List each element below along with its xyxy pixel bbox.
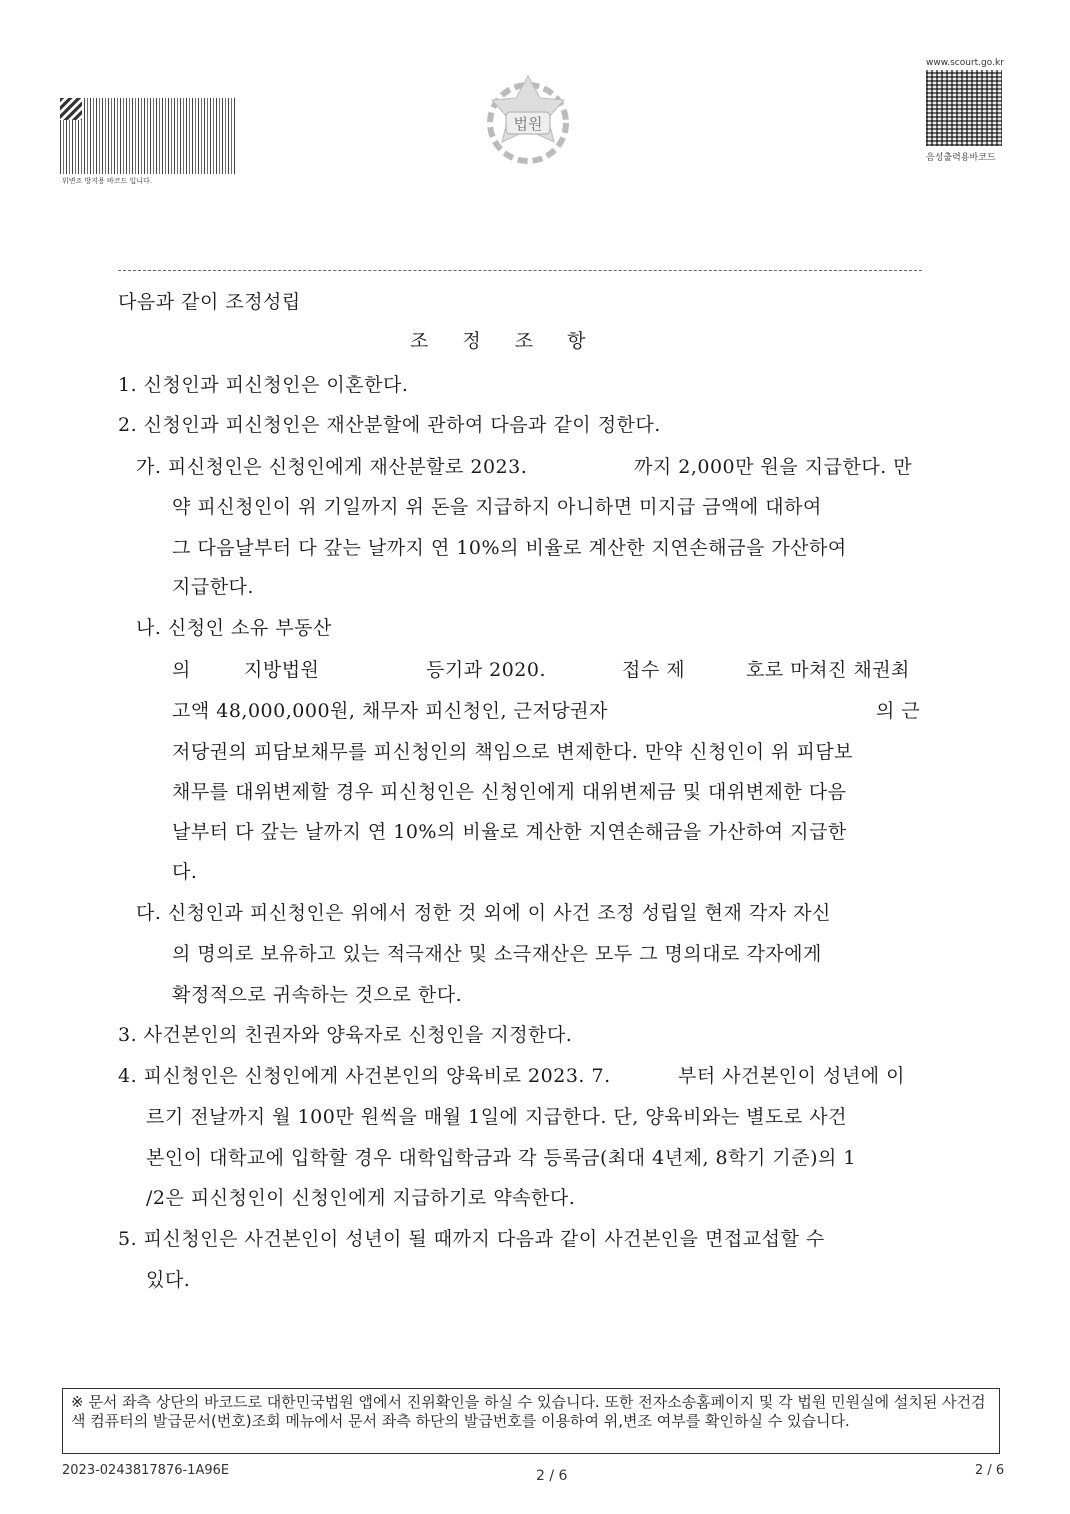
clause-4-line-4: /2은 피신청인이 신청인에게 지급하기로 약속한다. — [146, 1187, 576, 1209]
section-title: 조 정 조 항 — [410, 330, 600, 352]
clause-1: 1. 신청인과 피신청인은 이혼한다. — [118, 374, 409, 396]
clause-4-line-3: 본인이 대학교에 입학할 경우 대학입학금과 각 등록금(최대 4년제, 8학기 기준)의 1 — [146, 1147, 857, 1169]
intro-text: 다음과 같이 조정성립 — [118, 291, 301, 313]
voice-barcode-caption: 음성출력용바코드 — [926, 153, 996, 163]
court-seal-logo — [474, 68, 582, 178]
clause-2b-line-2a: 의 — [172, 659, 191, 681]
page-number-center: 2 / 6 — [536, 1468, 568, 1484]
clause-2b-line-2c: 등기과 2020. — [426, 659, 546, 681]
verification-notice: ※ 문서 좌측 상단의 바코드로 대한민국법원 앱에서 진위확인을 하실 수 있습니다. 또한 전자소송홈페이지 및 각 법원 민원실에 설치된 사건검색 컴퓨터의 발급문서(번호)조회 메뉴에서 문서 좌측 하단의 발급번호를 이용하여 위,변조 여부를 확인하실 수 있습니다. — [62, 1388, 1000, 1454]
header-divider — [118, 270, 922, 271]
clause-2a-line-2: 약 피신청인이 위 기일까지 위 돈을 지급하지 아니하면 미지급 금액에 대하여 — [172, 496, 822, 518]
court-website-url: www.scourt.go.kr — [926, 58, 1004, 68]
clause-2b-line-3b: 의 근 — [876, 700, 921, 722]
clause-2b-line-4: 저당권의 피담보채무를 피신청인의 책임으로 변제한다. 만약 신청인이 위 피담보 — [172, 741, 854, 763]
clause-2a-line-4: 지급한다. — [172, 576, 254, 598]
clause-2: 2. 신청인과 피신청인은 재산분할에 관하여 다음과 같이 정한다. — [118, 414, 661, 436]
clause-2b-line-7: 다. — [172, 861, 198, 883]
clause-2c-line-1: 다. 신청인과 피신청인은 위에서 정한 것 외에 이 사건 조정 성립일 현재 각자 자신 — [136, 902, 831, 924]
voice-output-barcode — [926, 70, 1002, 146]
clause-5-line-1: 5. 피신청인은 사건본인이 성년이 될 때까지 다음과 같이 사건본인을 면접교섭할 수 — [118, 1228, 825, 1250]
page-number-right: 2 / 6 — [975, 1463, 1005, 1478]
clause-2a-line-3: 그 다음날부터 다 갚는 날까지 연 10%의 비율로 계산한 지연손해금을 가산하여 — [172, 537, 847, 559]
barcode-caption: 위변조 방지용 바코드 입니다. — [62, 177, 153, 185]
clause-2b-line-2d: 접수 제 — [622, 659, 686, 681]
clause-2b-line-5: 채무를 대위변제할 경우 피신청인은 신청인에게 대위변제금 및 대위변제한 다음 — [172, 781, 847, 803]
clause-3: 3. 사건본인의 친권자와 양육자로 신청인을 지정한다. — [118, 1024, 573, 1046]
clause-2b-line-2e: 호로 마쳐진 채권최 — [746, 659, 910, 681]
clause-4-line-2: 르기 전날까지 월 100만 원씩을 매월 1일에 지급한다. 단, 양육비와는 별도로 사건 — [146, 1106, 847, 1128]
clause-2b-line-3a: 고액 48,000,000원, 채무자 피신청인, 근저당권자 — [172, 700, 608, 722]
clause-2a-line-1a: 가. 피신청인은 신청인에게 재산분할로 2023. — [136, 456, 528, 478]
clause-4-line-1a: 4. 피신청인은 신청인에게 사건본인의 양육비로 2023. 7. — [118, 1065, 611, 1087]
clause-4-line-1b: 부터 사건본인이 성년에 이 — [678, 1065, 906, 1087]
seal-label: 법원 — [513, 115, 543, 133]
clause-2c-line-2: 의 명의로 보유하고 있는 적극재산 및 소극재산은 모두 그 명의대로 각자에게 — [172, 943, 822, 965]
clause-2b-line-1: 나. 신청인 소유 부동산 — [136, 617, 332, 639]
authenticity-barcode — [60, 98, 235, 174]
clause-2c-line-3: 확정적으로 귀속하는 것으로 한다. — [172, 984, 463, 1006]
clause-2b-line-2b: 지방법원 — [244, 659, 320, 681]
clause-2b-line-6: 날부터 다 갚는 날까지 연 10%의 비율로 계산한 지연손해금을 가산하여 지급한 — [172, 821, 847, 843]
issuance-number: 2023-0243817876-1A96E — [62, 1463, 230, 1478]
clause-5-line-2: 있다. — [146, 1269, 191, 1291]
clause-2a-line-1b: 까지 2,000만 원을 지급한다. 만 — [634, 456, 913, 478]
